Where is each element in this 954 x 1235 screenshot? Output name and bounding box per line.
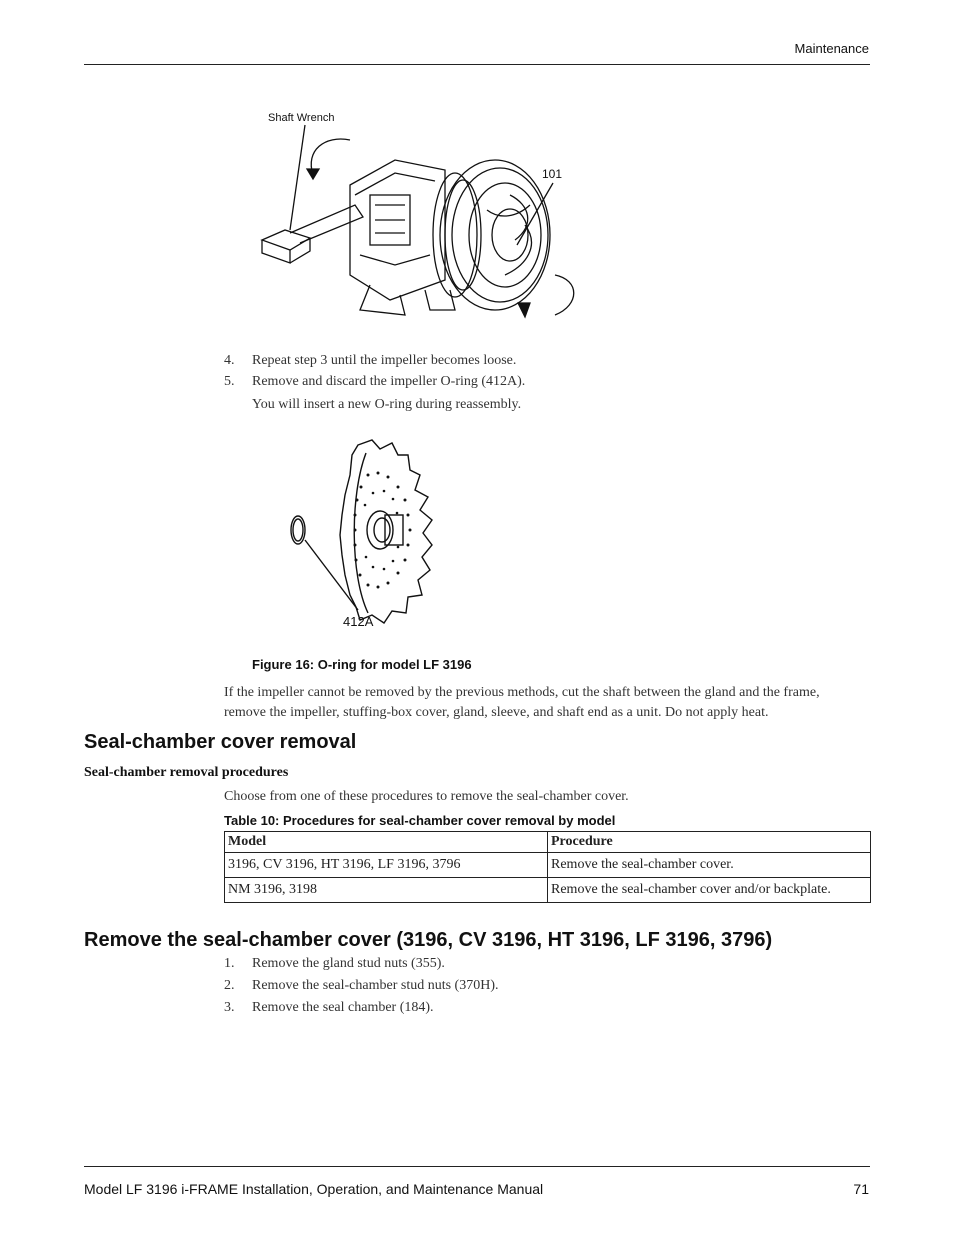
footer-rule [84, 1166, 870, 1167]
step-text: Repeat step 3 until the impeller becomes loose. [252, 353, 517, 368]
impeller-line-drawing [291, 440, 432, 623]
pump-line-drawing [262, 125, 574, 317]
table-cell-model: 3196, CV 3196, HT 3196, LF 3196, 3796 [225, 853, 548, 878]
figure-caption: Figure 16: O-ring for model LF 3196 [252, 657, 472, 672]
body-paragraph: If the impeller cannot be removed by the previous methods, cut the shaft between the gland and the frame, remove the impeller, stuffing-box cover, gland, sleeve, and shaft end as a unit. Do not apply heat. [224, 685, 820, 720]
table-row [225, 853, 871, 878]
step-number: 4. [224, 353, 235, 368]
step-text: Remove and discard the impeller O-ring (412A). [252, 374, 526, 389]
shaft-wrench-label: Shaft Wrench [268, 112, 335, 124]
step-text: Remove the gland stud nuts (355). [252, 956, 445, 971]
subsection-heading: Seal-chamber removal procedures [84, 765, 289, 780]
step-text: Remove the seal-chamber stud nuts (370H). [252, 978, 499, 993]
list-item [224, 353, 824, 373]
footer-manual-title: Model LF 3196 i-FRAME Installation, Operation, and Maintenance Manual [84, 1181, 544, 1197]
part-412a-label: 412A [343, 614, 374, 629]
section-heading: Seal-chamber cover removal [84, 731, 357, 753]
list-item [224, 978, 824, 998]
header-rule [84, 64, 870, 65]
step-text: Remove the seal chamber (184). [252, 1000, 434, 1015]
table-cell-model: NM 3196, 3198 [225, 878, 548, 903]
step-number: 1. [224, 956, 235, 971]
table-row [225, 878, 871, 903]
step-number: 2. [224, 978, 235, 993]
section-heading: Remove the seal-chamber cover (3196, CV 3196, HT 3196, LF 3196, 3796) [84, 929, 773, 951]
step-note: You will insert a new O-ring during reassembly. [252, 397, 522, 412]
table-header-row [225, 832, 871, 853]
intro-paragraph: Choose from one of these procedures to remove the seal-chamber cover. [224, 789, 629, 804]
procedures-table [224, 831, 871, 903]
part-101-label: 101 [542, 167, 563, 181]
oring-impeller-figure [280, 435, 460, 635]
footer-page-number: 71 [853, 1181, 869, 1197]
list-item [224, 1000, 824, 1020]
running-header-section: Maintenance [794, 41, 869, 56]
step-number: 3. [224, 1000, 235, 1015]
pump-shaft-wrench-figure [255, 105, 585, 340]
table-caption: Table 10: Procedures for seal-chamber cover removal by model [224, 813, 616, 828]
column-header-procedure: Procedure [548, 832, 871, 853]
step-number: 5. [224, 374, 235, 389]
list-item [224, 374, 824, 394]
table-cell-procedure: Remove the seal-chamber cover and/or backplate. [548, 878, 871, 903]
column-header-model: Model [225, 832, 548, 853]
table-cell-procedure: Remove the seal-chamber cover. [548, 853, 871, 878]
list-item [224, 956, 824, 976]
